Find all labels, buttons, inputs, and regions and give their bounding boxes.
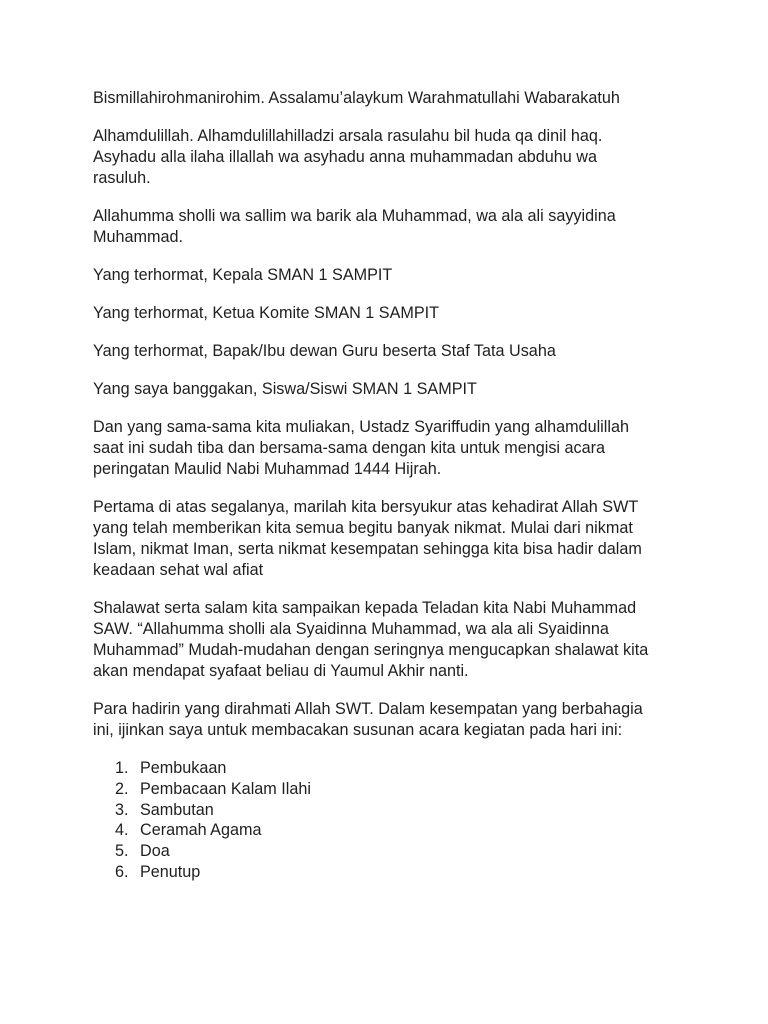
agenda-item-number: 5.	[115, 842, 129, 861]
agenda-item	[93, 758, 683, 779]
agenda-item	[93, 862, 683, 883]
agenda-item	[93, 841, 683, 862]
agenda-item-label: Pembukaan	[140, 759, 227, 777]
agenda-item-label: Ceramah Agama	[140, 821, 262, 840]
agenda-item-label: Penutup	[140, 862, 201, 881]
salutation-students: Yang saya banggakan, Siswa/Siswi SMAN 1 SAMPIT	[93, 380, 477, 398]
agenda-item	[93, 779, 683, 800]
agenda-item-number: 4.	[115, 821, 129, 840]
greeting-paragraph: Bismillahirohmanirohim. Assalamu’alaykum Warahmatullahi Wabarakatuh	[93, 89, 620, 107]
agenda-item	[93, 820, 683, 841]
gratitude-paragraph: Pertama di atas segalanya, marilah kita bersyukur atas kehadirat Allah SWT yang telah memberikan kita semua begitu banyak nikmat. Mulai dari nikmat Islam, nikmat Iman, serta nikmat kesempatan sehingga kita bisa hadir dalam keadaan sehat wal afiat	[93, 498, 642, 579]
agenda-item-number: 1.	[115, 759, 129, 777]
agenda-item	[93, 800, 683, 821]
shalawat-paragraph: Shalawat serta salam kita sampaikan kepada Teladan kita Nabi Muhammad SAW. “Allahumma sholli ala Syaidinna Muhammad, wa ala ali Syaidinna Muhammad” Mudah-mudahan dengan seringnya mengucapkan shalawat kita akan mendapat syafaat beliau di Yaumul Akhir nanti.	[93, 599, 649, 680]
agenda-item-label: Doa	[140, 842, 170, 861]
salutation-ustadz-paragraph: Dan yang sama-sama kita muliakan, Ustadz Syariffudin yang alhamdulillah saat ini sudah tiba dan bersama-sama dengan kita untuk mengisi acara peringatan Maulid Nabi Muhammad 1444 Hijrah.	[93, 418, 629, 478]
praise-paragraph: Alhamdulillah. Alhamdulillahilladzi arsala rasulahu bil huda qa dinil haq. Asyhadu alla ilaha illallah wa asyhadu anna muhammadan abduhu wa rasuluh.	[93, 127, 603, 187]
agenda-list	[93, 758, 683, 883]
shalawat-opening-paragraph: Allahumma sholli wa sallim wa barik ala Muhammad, wa ala ali sayyidina Muhammad.	[93, 207, 616, 246]
agenda-item-label: Pembacaan Kalam Ilahi	[140, 779, 311, 798]
salutation-principal: Yang terhormat, Kepala SMAN 1 SAMPIT	[93, 266, 393, 284]
agenda-intro-paragraph: Para hadirin yang dirahmati Allah SWT. Dalam kesempatan yang berbahagia ini, ijinkan saya untuk membacakan susunan acara kegiatan pada hari ini:	[93, 700, 643, 739]
agenda-item-number: 3.	[115, 800, 129, 819]
agenda-item-number: 6.	[115, 862, 129, 881]
agenda-item-number: 2.	[115, 779, 129, 798]
salutation-teachers: Yang terhormat, Bapak/Ibu dewan Guru beserta Staf Tata Usaha	[93, 342, 556, 360]
salutation-committee: Yang terhormat, Ketua Komite SMAN 1 SAMPIT	[93, 304, 440, 322]
agenda-item-label: Sambutan	[140, 800, 214, 819]
document-body	[93, 88, 683, 883]
